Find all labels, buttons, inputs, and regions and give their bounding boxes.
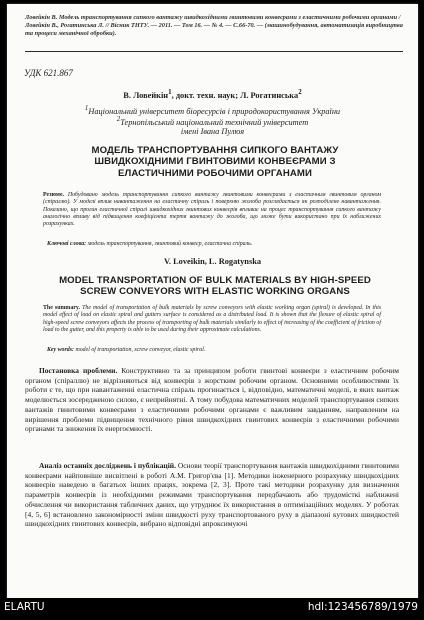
keywords-english	[47, 347, 381, 353]
abstract-ua-text: Побудовано модель транспортування сипкого вантажу гвинтовими конвеєрами з еластичним гвинтовим органом (спіраллю). У моделі вплив навантаження на еластичну спіраль і поверхню жолоба розглядається як розподілене навантаження. Показано, що прогин еластичної спіралі швидкохідних гвинтових конвеєрів впливає на процес транспортування сипкого вантажу аналогічно впливу від підвищення коефіцієнта тертя вантажу до жолоба, що може бути використано при їх наближених розрахунках.	[43, 192, 381, 228]
affiliation-2-text: Тернопільський національний технічний університет	[120, 117, 309, 127]
keywords-ukrainian	[47, 241, 381, 247]
authors-ukrainian	[7, 88, 418, 100]
abstract-ukrainian	[43, 192, 381, 228]
abstract-en-label: The summary.	[43, 305, 80, 311]
header-divider	[25, 51, 403, 52]
affiliation-2	[7, 116, 418, 127]
paragraph-1-text: Конструктивно та за принципом роботи гвинтові конвеєри з еластичним робочим органом (спіраллю) не відрізняються від конвеєрів з жорстким робочим органом. Основними особливостями їх роботи є те, що при навантаженні еластична спіраль прогинається і, відповідно, математичні моделі, в яких вантаж моделюється зосередженою силою, є неприйнятні. А тому побудова математичних моделей транспортування сипких вантажів гвинтовими конвеєрами з еластичними робочими органами є важливим завданням, направленим на вирішення проблеми підвищення технічного рівня швидкохідних гвинтових конвеєрів з еластичними робочими органами та зниження їх енергоємності.	[25, 366, 399, 434]
title-english: MODEL TRANSPORTATION OF BULK MATERIALS BY HIGH-SPEED SCREW CONVEYORS WITH ELASTIC WORKING ORGANS	[59, 275, 371, 298]
authors-english: V. Loveikin, L. Rogatynska	[163, 257, 262, 266]
paragraph-2-text: Основи теорії транспортування вантажів швидкохідними гвинтовими конвеєрами найповніше висвітлені в роботі А.М. Григор'єва [1]. Методики інженерного розрахунку швидкохідних конвеєрів наведено в багатьох інших працях, зокрема [2, 3]. Проте такі методики розрахунку для визначення параметрів конвеєрів із необхідними режимами транспортування передбачають або трудомісткі наближені обчислення чи використання табличних даних, що утруднює їх використання в оптимізаційних моделях. У роботах [4, 5, 6] встановлено закономірності зміни швидкості руху транспортованого руху в діапазоні кутових швидкостей швидкохідних гвинтових конвеєрів, вибрано відповідні апроксимуючі	[25, 461, 399, 529]
author-2-sup: 2	[298, 88, 302, 96]
keywords-en-text: model of transportation, screw conveyor, elastic spiral.	[75, 347, 206, 353]
affiliation-2-sup: 2	[116, 116, 121, 123]
document-page	[7, 4, 418, 598]
paragraph-1-heading: Постановка проблеми.	[39, 366, 118, 375]
repository-name: ELARTU	[4, 601, 45, 613]
keywords-en-label: Key words:	[47, 347, 74, 353]
abstract-en-text: The model of transportation of bulk materials by screw conveyors with elastic working organ (spiral) is developed. In this model effect of load on elastic spiral and gutters surface is considered as a distributed load. It is shown that the flexure of elastic spiral of high-speed screw conveyors affects the process of transporting of bulk materials similarly to effect of increasing of the coefficient of friction of load to the gutter, and this property is able to be used during their approximate calculations.	[43, 305, 381, 333]
author-1-name: В. Ловейкін	[123, 90, 169, 100]
archive-footer	[0, 598, 424, 620]
keywords-ua-text: модель транспортування, гвинтовий конвеєр, еластична спіраль.	[87, 241, 253, 247]
affiliation-1-sup: 1	[84, 105, 89, 112]
abstract-ua-label: Резюме.	[43, 192, 65, 198]
author-1-rank: , докт. техн. наук;	[171, 90, 241, 100]
affiliation-1	[7, 105, 418, 116]
affiliation-1-text: Національний університет біоресурсів і природокористування України	[88, 106, 341, 116]
body-paragraph-2	[25, 461, 399, 529]
affiliation-2-cont: імені Івана Пулюя	[180, 127, 245, 136]
author-2-name: Л. Рогатинська	[240, 90, 299, 100]
udc-code: УДК 621.867	[24, 68, 73, 78]
body-paragraph-1	[25, 366, 399, 434]
paragraph-2-heading: Аналіз останніх досліджень і публікацій.	[39, 461, 176, 470]
keywords-ua-label: Ключові слова:	[47, 241, 87, 247]
abstract-english	[43, 305, 381, 334]
handle-id: hdl:123456789/1979	[307, 601, 418, 613]
citation-header: Ловейкін В. Модель транспортування сипкого вантажу швидкохідними гвинтовими конвеєрами з еластичними робочими органами / Ловейкін В., Рогатинська Л. // Вісник ТНТУ. — 2011. — Том 16. — № 4. — С.66-70. — (машинобудування, автоматизація виробництва та процеси механічної обробки).	[25, 14, 403, 38]
title-ukrainian: МОДЕЛЬ ТРАНСПОРТУВАННЯ СИПКОГО ВАНТАЖУ ШВИДКОХІДНИМИ ГВИНТОВИМИ КОНВЕЄРАМИ З ЕЛАСТИЧНИМИ РОБОЧИМИ ОРГАНАМИ	[91, 145, 339, 179]
author-1-sup: 1	[168, 88, 172, 96]
